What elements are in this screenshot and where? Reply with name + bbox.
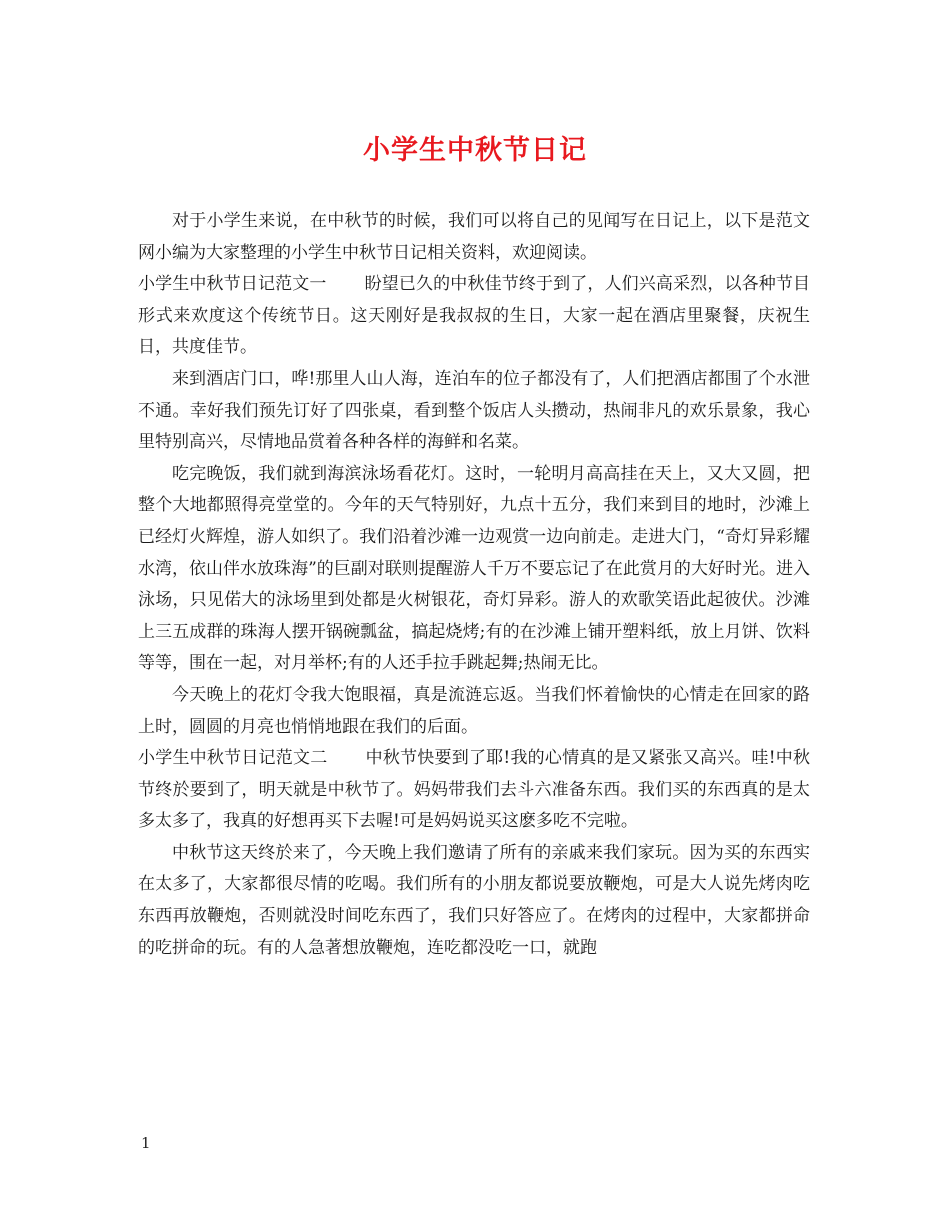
page-number: 1: [141, 1134, 151, 1152]
body-paragraph-hotel: 来到酒店门口，哗!那里人山人海，连泊车的位子都没有了，人们把酒店都围了个水泄不通。幸好我们预先订好了四张桌，看到整个饭店人头攒动，热闹非凡的欢乐景象，我心里特别高兴，尽情地品赏着各种各样的海鲜和名菜。: [138, 368, 810, 453]
document-body: [138, 206, 810, 964]
body-paragraph-return-home: 今天晚上的花灯令我大饱眼福，真是流涟忘返。当我们怀着愉快的心情走在回家的路上时，圆圆的月亮也悄悄地跟在我们的后面。: [138, 684, 810, 737]
body-paragraph-festival-night: 中秋节这天终於来了，今天晚上我们邀请了所有的亲戚来我们家玩。因为买的东西实在太多了，大家都很尽情的吃喝。我们所有的小朋友都说要放鞭炮，可是大人说先烤肉吃东西再放鞭炮，否则就没时间吃东西了，我们只好答应了。在烤肉的过程中，大家都拼命的吃拼命的玩。有的人急著想放鞭炮，连吃都没吃一口，就跑: [138, 842, 810, 958]
section-two-lead: 中秋节快要到了耶!我的心情真的是又紧张又高兴。哇!中秋节终於要到了，明天就是中秋节了。妈妈带我们去斗六准备东西。我们买的东西真的是太多太多了，我真的好想再买下去喔!可是妈妈说买这麽多吃不完啦。: [138, 748, 811, 832]
section-one-paragraph: [138, 269, 810, 364]
intro-paragraph: 对于小学生来说，在中秋节的时候，我们可以将自己的见闻写在日记上，以下是范文网小编为大家整理的小学生中秋节日记相关资料，欢迎阅读。: [138, 211, 810, 263]
body-paragraph-lanterns: 吃完晚饭，我们就到海滨泳场看花灯。这时，一轮明月高高挂在天上，又大又圆，把整个大地都照得亮堂堂的。今年的天气特别好，九点十五分，我们来到目的地时，沙滩上已经灯火辉煌，游人如织了。我们沿着沙滩一边观赏一边向前走。走进大门，“奇灯异彩耀水湾，依山伴水放珠海”的巨副对联则提醒游人千万不要忘记了在此赏月的大好时光。进入泳场，只见偌大的泳场里到处都是火树银花，奇灯异彩。游人的欢歌笑语此起彼伏。沙滩上三五成群的珠海人摆开锅碗瓢盆，搞起烧烤;有的在沙滩上铺开塑料纸，放上月饼、饮料等等，围在一起，对月举杯;有的人还手拉手跳起舞;热闹无比。: [138, 463, 810, 674]
section-two-paragraph: [138, 743, 810, 838]
section-one-heading: 小学生中秋节日记范文一: [138, 274, 327, 295]
document-title: 小学生中秋节日记: [363, 135, 587, 166]
section-two-heading: 小学生中秋节日记范文二: [138, 748, 328, 769]
section-one-lead: 盼望已久的中秋佳节终于到了，人们兴高采烈，以各种节目形式来欢度这个传统节日。这天刚好是我叔叔的生日，大家一起在酒店里聚餐，庆祝生日，共度佳节。: [138, 274, 811, 358]
